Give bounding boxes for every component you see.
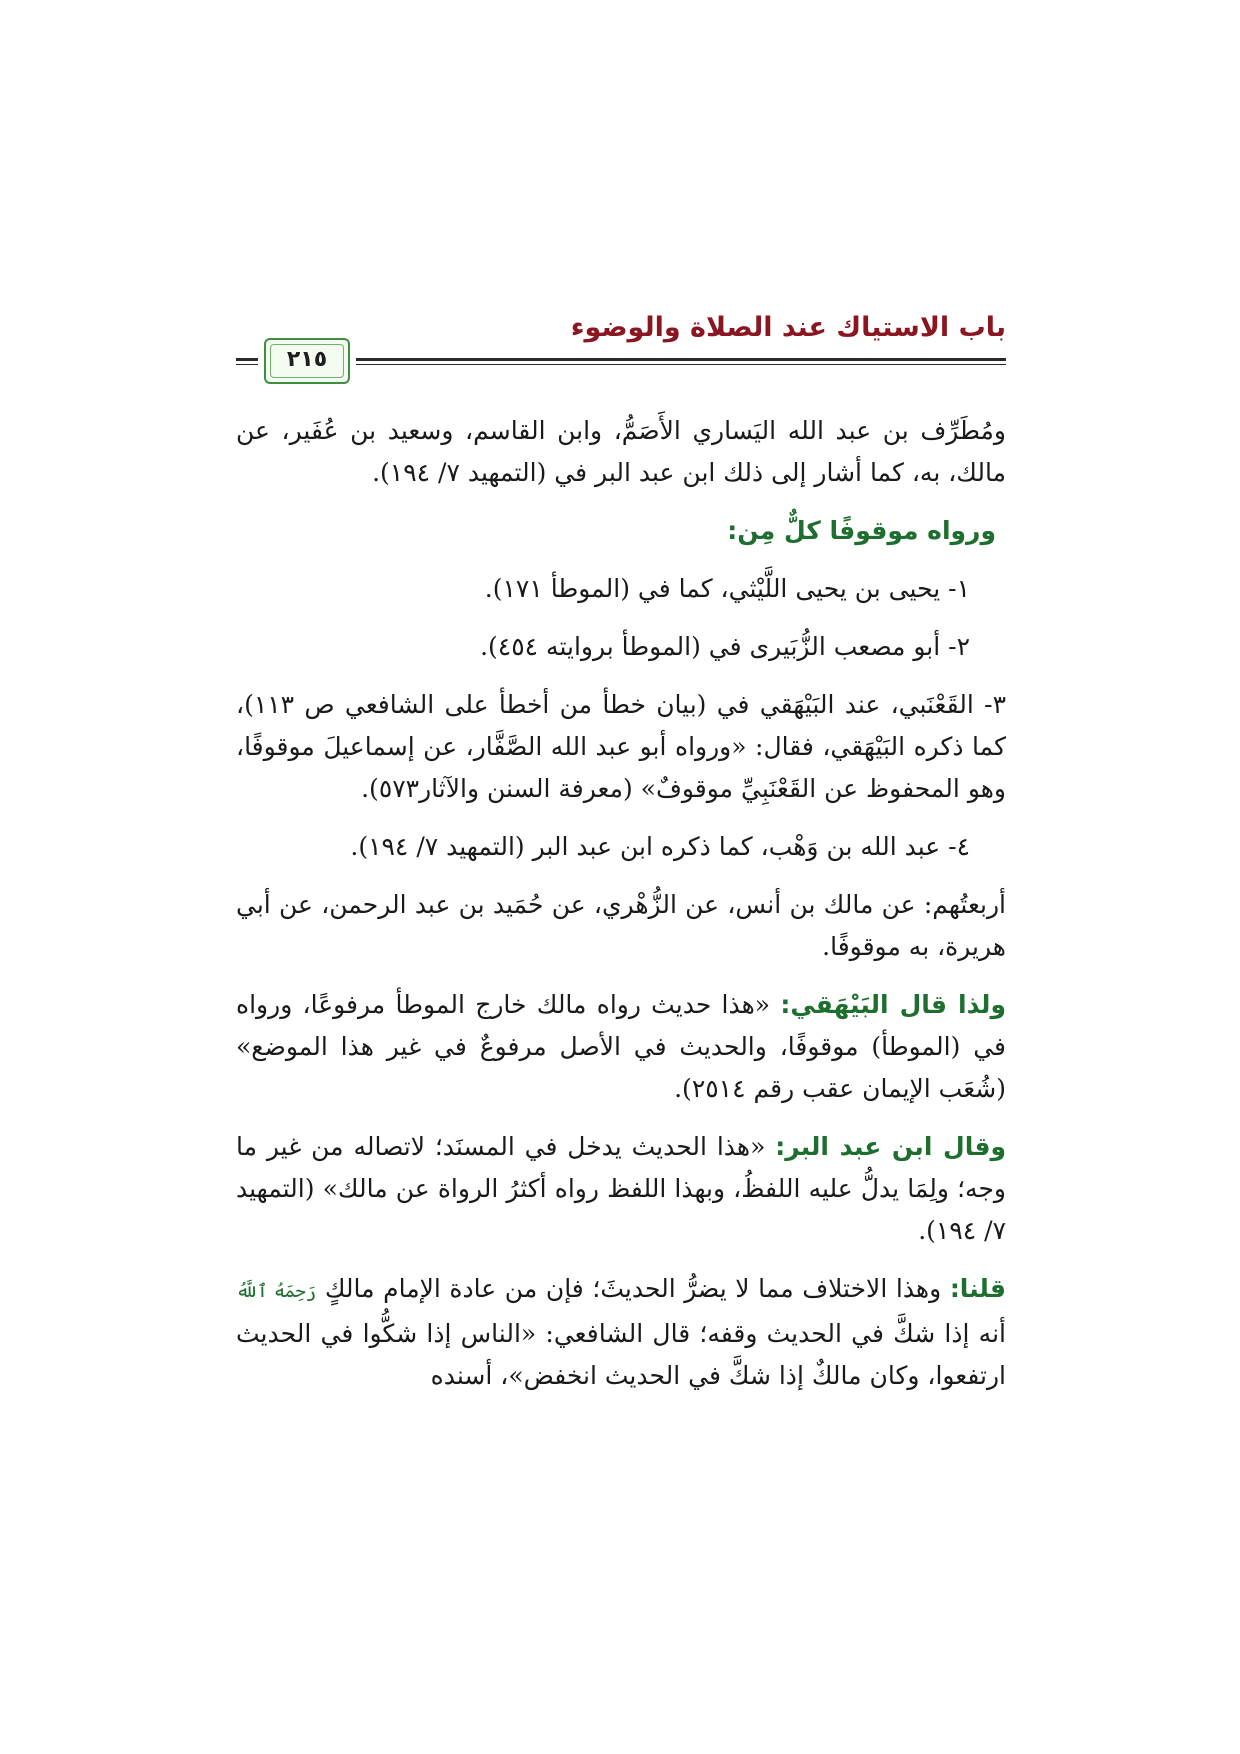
header-rule-thin bbox=[356, 364, 1006, 365]
quote-lead: قلنا: bbox=[949, 1274, 1006, 1303]
paragraph bbox=[236, 984, 1006, 1110]
paragraph-text: وهذا الاختلاف مما لا يضرُّ الحديثَ؛ فإن من عادة الإمام مالكٍ bbox=[324, 1274, 942, 1303]
list-item: ٤- عبد الله بن وَهْب، كما ذكره ابن عبد البر (التمهيد ٧/ ١٩٤). bbox=[350, 832, 970, 861]
section-heading: ورواه موقوفًا كلٌّ مِن: bbox=[727, 516, 996, 545]
header-rule bbox=[356, 358, 1006, 361]
page-number-badge bbox=[264, 338, 350, 384]
list-item: ٢- أبو مصعب الزُّبَيرى في (الموطأ بروايته ٤٥٤). bbox=[480, 632, 970, 661]
page-body bbox=[236, 410, 1006, 1397]
quote-lead: وقال ابن عبد البر: bbox=[775, 1132, 1006, 1161]
quote-text: «هذا الحديث يدخل في المسنَد؛ لاتصاله من غير ما وجه؛ ولِمَا يدلُّ عليه اللفظُ، وبهذا اللفظ رواه أكثرُ الرواة عن مالك» (التمهيد ٧/ ١٩٤). bbox=[236, 1132, 1006, 1245]
honorific-glyph: رَحِمَهُ ٱللَّهُ bbox=[236, 1281, 317, 1302]
quote-lead: ولذا قال البَيْهَقي: bbox=[780, 990, 1006, 1019]
quote-text: «هذا حديث رواه مالك خارج الموطأ مرفوعًا، ورواه في (الموطأ) موقوفًا، والحديث في الأصل مرفوعٌ في غير هذا الموضع» (شُعَب الإيمان عقب رقم ٢٥١٤). bbox=[236, 990, 1006, 1103]
page-header bbox=[236, 308, 1006, 388]
paragraph bbox=[236, 1126, 1006, 1252]
list-item: ١- يحيى بن يحيى اللَّيْثي، كما في (الموطأ ١٧١). bbox=[484, 574, 970, 603]
header-rule-left bbox=[236, 358, 258, 361]
running-title: باب الاستياك عند الصلاة والوضوء bbox=[570, 312, 1006, 343]
paragraph-text: أنه إذا شكَّ في الحديث وقفه؛ قال الشافعي: «الناس إذا شكُّوا في الحديث ارتفعوا، وكان مالكٌ إذا شكَّ في الحديث انخفض»، أسنده bbox=[236, 1319, 1006, 1390]
page-number: ٢١٥ bbox=[286, 347, 328, 372]
header-rule-left-thin bbox=[236, 364, 258, 365]
paragraph: ومُطَرِّف بن عبد الله اليَساري الأَصَمُّ، وابن القاسم، وسعيد بن عُفَير، عن مالك، به، كما أشار إلى ذلك ابن عبد البر في (التمهيد ٧/ ١٩٤). bbox=[236, 416, 1006, 487]
paragraph: أربعتُهم: عن مالك بن أنس، عن الزُّهْري، عن حُمَيد بن عبد الرحمن، عن أبي هريرة، به موقوفًا. bbox=[236, 890, 1007, 961]
paragraph bbox=[236, 1268, 1006, 1397]
list-item: ٣- القَعْنَبي، عند البَيْهَقي في (بيان خطأ من أخطأ على الشافعي ص ١١٣)، كما ذكره البَيْهَقي، فقال: «ورواه أبو عبد الله الصَّفَّار، عن إسماعيلَ موقوفًا، وهو المحفوظ عن القَعْنَبِيِّ موقوفٌ» (معرفة السنن والآثار٥٧٣). bbox=[236, 690, 1006, 803]
